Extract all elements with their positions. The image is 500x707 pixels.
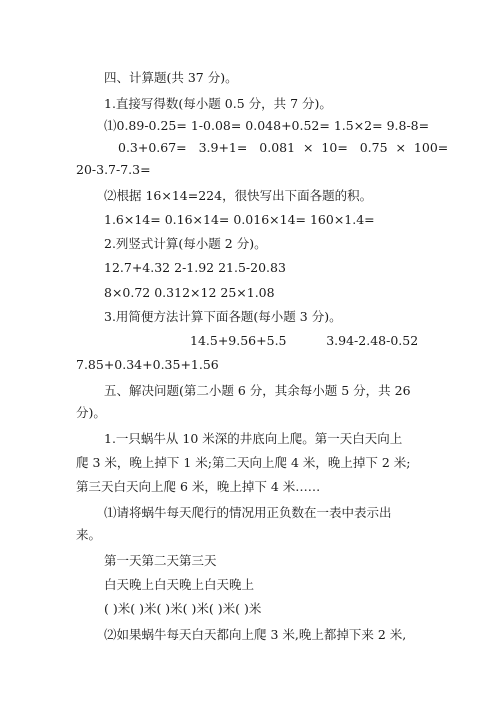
mental-math-row-1: ⑴0.89-0.25= 1-0.08= 0.048+0.52= 1.5×2= 9.8-8= [104, 118, 430, 133]
mental-math-row-3: 20-3.7-7.3= [76, 162, 151, 177]
sub-question-2: ⑵如果蜗牛每天白天都向上爬 3 米,晚上都掉下来 2 米, [104, 627, 407, 642]
sub-question-1: ⑴请将蜗牛每天爬行的情况用正负数在一表中表示出 [104, 505, 392, 520]
product-row: 1.6×14= 0.16×14= 0.016×14= 160×1.4= [104, 212, 375, 227]
question-1-heading: 1.直接写得数(每小题 0.5 分，共 7 分)。 [104, 96, 332, 111]
section-four-heading: 四、计算题(共 37 分)。 [104, 70, 238, 85]
snail-problem-line-1: 1.一只蜗牛从 10 米深的井底向上爬。第一天白天向上 [104, 431, 403, 446]
simplify-row-2: 7.85+0.34+0.35+1.56 [76, 357, 219, 372]
snail-problem-line-2: 爬 3 米，晚上掉下 1 米;第二天向上爬 4 米，晚上掉下 2 米; [76, 455, 411, 470]
sub-question-1-cont: 来。 [76, 527, 102, 542]
table-blanks-row: ( )米( )米( )米( )米( )米( )米 [104, 601, 262, 616]
vertical-calc-row-1: 12.7+4.32 2-1.92 21.5-20.83 [104, 260, 286, 275]
table-header-days: 第一天第二天第三天 [104, 553, 217, 568]
question-2-heading: 2.列竖式计算(每小题 2 分)。 [104, 236, 267, 251]
product-instruction: ⑵根据 16×14=224，很快写出下面各题的积。 [104, 188, 373, 203]
vertical-calc-row-2: 8×0.72 0.312×12 25×1.08 [104, 285, 275, 300]
simplify-row-1: 14.5+9.56+5.5 3.94-2.48-0.52 [190, 333, 419, 348]
table-header-day-night: 白天晚上白天晚上白天晚上 [104, 577, 255, 592]
section-five-heading: 五、解决问题(第二小题 6 分，其余每小题 5 分，共 26 [104, 383, 411, 398]
mental-math-row-2: 0.3+0.67= 3.9+1= 0.081 × 10= 0.75 × 100= [118, 140, 449, 155]
section-five-heading-cont: 分)。 [76, 405, 106, 420]
snail-problem-line-3: 第三天白天向上爬 6 米，晚上掉下 4 米…… [76, 479, 321, 494]
question-3-heading: 3.用简便方法计算下面各题(每小题 3 分)。 [104, 309, 342, 324]
